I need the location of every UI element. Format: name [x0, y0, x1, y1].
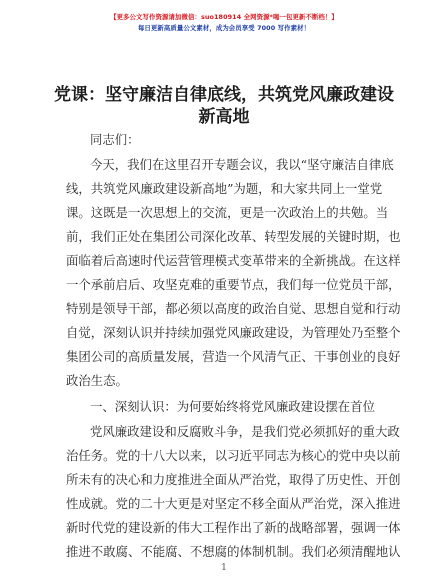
document-title-line-1: 党课：坚守廉洁自律底线，共筑党风廉政建设 [54, 85, 394, 105]
paragraph-1-line: 线，共筑党风廉政建设新高地”为题，和大家共同上一堂党 [66, 181, 383, 196]
paragraph-1-line: 面临着后高速时代运营管理模式变革带来的全新挑战。在这样 [66, 253, 401, 268]
paragraph-2-line: 新时代党的建设新的伟大工程作出了新的战略部署，强调一体 [66, 520, 401, 535]
paragraph-1-line: 今天，我们在这里召开专题会议，我以“坚守廉洁自律底 [90, 157, 394, 172]
paragraph-1-line: 课。这既是一次思想上的交流，更是一次政治上的共勉。当 [66, 205, 389, 220]
paragraph-2-line: 所未有的决心和力度推进全面从严治党，取得了历史性、开创 [66, 472, 401, 487]
paragraph-2-line: 性成就。党的二十大更是对坚定不移全面从严治党，深入推进 [66, 496, 401, 511]
paragraph-1-line: 特别是领导干部，都必须以高度的政治自觉、思想自觉和行动 [66, 301, 401, 316]
paragraph-2-line: 党风廉政建设和反腐败斗争，是我们党必须抓好的重大政 [90, 424, 400, 439]
paragraph-1-line: 一个承前启后、攻坚克难的重要节点，我们每一位党员干部， [66, 277, 401, 292]
document-title-line-2: 新高地 [198, 107, 250, 127]
section-heading-1: 一、深刻认识：为何要始终将党风廉政建设摆在首位 [90, 399, 375, 414]
paragraph-1-line: 前，我们正处在集团公司深化改革、转型发展的关键时期，也 [66, 229, 401, 244]
promo-banner-line-2: 每日更新高质量公文素材，成为会员享受 7000 写作素材！ [137, 24, 311, 32]
promo-banner-line-1: 【更多公文写作资源请加微信：suo180914 全网资源*喝一包更新不断档！】 [110, 13, 338, 21]
paragraph-2-line: 推进不敢腐、不能腐、不想腐的体制机制。我们必须清醒地认 [66, 544, 401, 559]
paragraph-1-line: 集团公司的高质量发展，营造一个风清气正、干事创业的良好 [66, 349, 401, 364]
page-number: 1 [221, 563, 227, 573]
salutation: 同志们： [90, 132, 140, 147]
paragraph-1-line: 政治生态。 [66, 373, 128, 388]
paragraph-2-line: 治任务。党的十八大以来，以习近平同志为核心的党中央以前 [66, 448, 401, 463]
paragraph-1-line: 自觉，深刻认识并持续加强党风廉政建设，为管理处乃至整个 [66, 325, 401, 340]
